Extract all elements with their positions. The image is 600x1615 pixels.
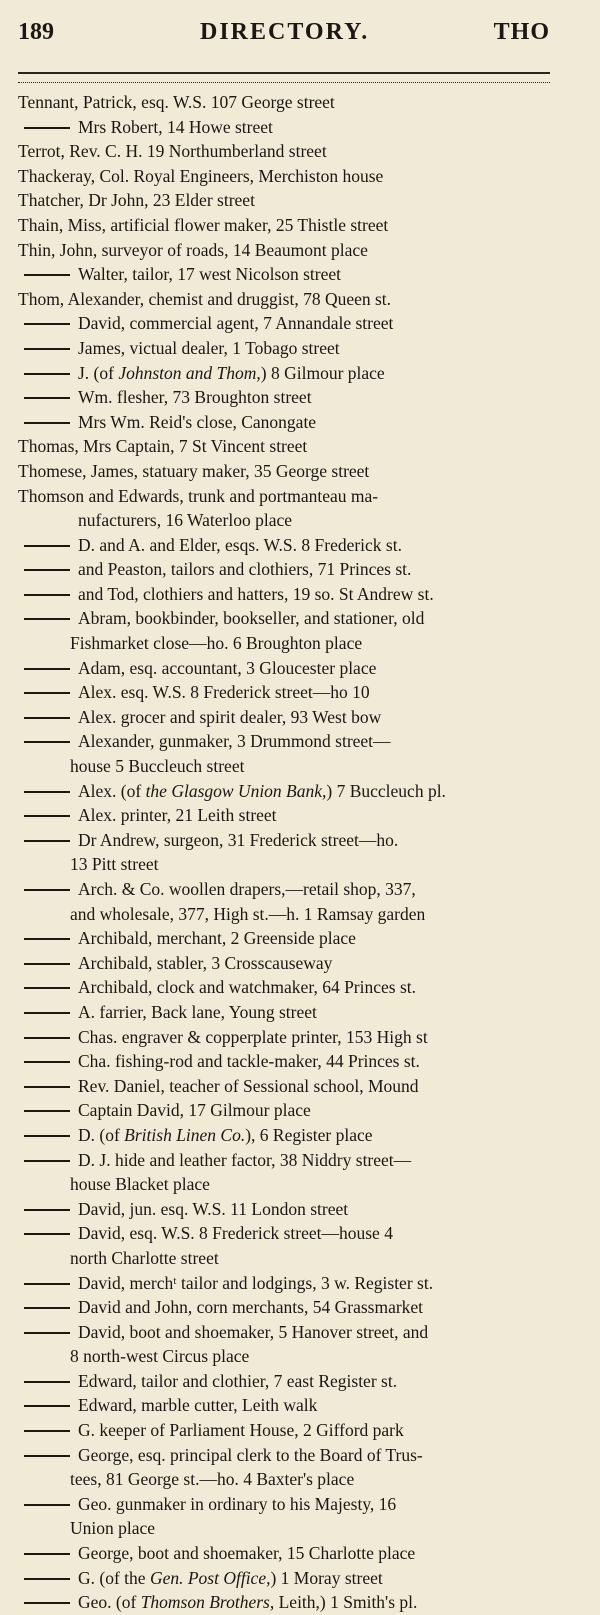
entry-text: George, boot and shoemaker, 15 Charlotte place (78, 1543, 416, 1564)
ditto-dash (24, 963, 70, 965)
entry-text: Thomas, Mrs Captain, 7 St Vincent street (18, 436, 308, 457)
guide-word: THO (493, 19, 550, 45)
entry-text: Thatcher, Dr John, 23 Elder street (18, 190, 255, 211)
ditto-dash (24, 1455, 70, 1457)
entry-text: A. farrier, Back lane, Young street (78, 1001, 317, 1022)
ditto-dash (24, 668, 70, 670)
ditto-dash (24, 1160, 70, 1162)
sub-entry (18, 729, 550, 778)
entry-text: Thain, Miss, artificial flower maker, 25 Thistle street (18, 214, 389, 235)
sub-entry (18, 1492, 550, 1541)
ditto-dash (24, 938, 70, 940)
entry-text: Alex. printer, 21 Leith street (78, 805, 277, 826)
ditto-dash (24, 1307, 70, 1309)
entry-text: Archibald, clock and watchmaker, 64 Princes st. (78, 977, 417, 998)
sub-entry (18, 311, 550, 336)
directory-entry (18, 164, 550, 189)
sub-entry (18, 951, 550, 976)
sub-entry (18, 1320, 550, 1369)
sub-entry (18, 1590, 550, 1615)
ditto-dash (24, 1061, 70, 1063)
entry-text: Cha. fishing-rod and tackle-maker, 44 Princes st. (78, 1051, 420, 1072)
entry-text: James, victual dealer, 1 Tobago street (78, 337, 340, 358)
sub-entry (18, 1049, 550, 1074)
entry-text: Mrs Wm. Reid's close, Canongate (78, 411, 317, 432)
ditto-dash (24, 1602, 70, 1604)
directory-entry (18, 213, 550, 238)
entry-text: Terrot, Rev. C. H. 19 Northumberland street (18, 141, 327, 162)
sub-entry (18, 1393, 550, 1418)
entry-continuation: Union place (70, 1518, 156, 1539)
entry-text: and Tod, clothiers and hatters, 19 so. St Andrew st. (78, 583, 434, 604)
entry-continuation: house 5 Buccleuch street (70, 756, 245, 777)
ditto-dash (24, 692, 70, 694)
ditto-dash (24, 840, 70, 842)
directory-entry (18, 139, 550, 164)
sub-entry (18, 1443, 550, 1492)
sub-entry (18, 926, 550, 951)
sub-entry (18, 1221, 550, 1270)
entry-text: Edward, tailor and clothier, 7 east Register st. (78, 1370, 398, 1391)
entry-text: ) 8 Gilmour place (260, 362, 385, 383)
entry-text: Edward, marble cutter, Leith walk (78, 1395, 318, 1416)
entry-text: D. (of (78, 1124, 125, 1145)
header-rule (18, 72, 550, 83)
entry-text: Walter, tailor, 17 west Nicolson street (78, 264, 342, 285)
ditto-dash (24, 1504, 70, 1506)
sub-entry (18, 656, 550, 681)
sub-entry (18, 410, 550, 435)
ditto-dash (24, 1012, 70, 1014)
entry-text: Alex. (of (78, 780, 146, 801)
sub-entry (18, 582, 550, 607)
sub-entry (18, 779, 550, 804)
directory-entry (18, 90, 550, 115)
ditto-dash (24, 1553, 70, 1555)
entry-text: ) 1 Moray street (270, 1567, 383, 1588)
entry-text: Tennant, Patrick, esq. W.S. 107 George street (18, 92, 335, 112)
ditto-dash (24, 987, 70, 989)
entry-text: Abram, bookbinder, bookseller, and stationer, old (78, 608, 425, 629)
ditto-dash (24, 1209, 70, 1211)
sub-entry (18, 1541, 550, 1566)
ditto-dash (24, 815, 70, 817)
entry-text: Adam, esq. accountant, 3 Gloucester place (78, 657, 377, 678)
ditto-dash (24, 889, 70, 891)
entry-text: Geo. (of (78, 1592, 141, 1613)
ditto-dash (24, 1283, 70, 1285)
ditto-dash (24, 569, 70, 571)
entry-text: G. keeper of Parliament House, 2 Gifford park (78, 1420, 404, 1441)
entry-text: Arch. & Co. woollen drapers,—retail shop, 337, (78, 879, 416, 899)
entry-text: George, esq. principal clerk to the Board of Trus- (78, 1444, 423, 1465)
sub-entry (18, 680, 550, 705)
entry-continuation: north Charlotte street (70, 1247, 219, 1268)
entry-continuation: house Blacket place (70, 1174, 210, 1195)
sub-entry (18, 1123, 550, 1148)
entry-italic-text: the Glasgow Union Bank, (145, 780, 327, 801)
page-header (18, 12, 550, 52)
entry-text: Dr Andrew, surgeon, 31 Frederick street—ho. (78, 829, 399, 850)
sub-entry (18, 1148, 550, 1197)
directory-entries (18, 90, 550, 1615)
ditto-dash (24, 397, 70, 399)
directory-entry (18, 188, 550, 213)
sub-entry (18, 1074, 550, 1099)
ditto-dash (24, 1233, 70, 1235)
entry-continuation: nufacturers, 16 Waterloo place (78, 510, 293, 531)
directory-entry (18, 459, 550, 484)
entry-text: Chas. engraver & copperplate printer, 153 High st (78, 1026, 428, 1047)
sub-entry (18, 975, 550, 1000)
entry-continuation: 8 north-west Circus place (70, 1346, 250, 1367)
sub-entry (18, 705, 550, 730)
entry-text: Archibald, merchant, 2 Greenside place (78, 928, 356, 949)
ditto-dash (24, 348, 70, 350)
entry-text: Wm. flesher, 73 Broughton street (78, 387, 312, 408)
ditto-dash (24, 127, 70, 129)
entry-text: Thom, Alexander, chemist and druggist, 78 Queen st. (18, 288, 392, 309)
sub-entry (18, 606, 550, 655)
entry-text: Thomese, James, statuary maker, 35 George street (18, 460, 370, 481)
directory-entry (18, 287, 550, 312)
sub-entry (18, 115, 550, 140)
sub-entry (18, 1197, 550, 1222)
sub-entry (18, 557, 550, 582)
sub-entry (18, 803, 550, 828)
sub-entry (18, 877, 550, 926)
sub-entry (18, 262, 550, 287)
ditto-dash (24, 1110, 70, 1112)
directory-entry (18, 484, 550, 533)
entry-text: Geo. gunmaker in ordinary to his Majesty, 16 (78, 1493, 397, 1514)
entry-text: Thomson and Edwards, trunk and portmanteau ma- (18, 485, 379, 506)
ditto-dash (24, 1086, 70, 1088)
entry-text: Rev. Daniel, teacher of Sessional school, Mound (78, 1075, 419, 1096)
entry-text: and Peaston, tailors and clothiers, 71 Princes st. (78, 559, 412, 580)
entry-text: D. and A. and Elder, esqs. W.S. 8 Frederick st. (78, 534, 402, 555)
entry-text: David, boot and shoemaker, 5 Hanover street, and (78, 1321, 429, 1342)
sub-entry (18, 336, 550, 361)
entry-italic-text: British Linen Co. (124, 1124, 246, 1145)
entry-text: D. J. hide and leather factor, 38 Niddry street— (78, 1149, 412, 1170)
ditto-dash (24, 1135, 70, 1137)
entry-text: Archibald, stabler, 3 Crosscauseway (78, 952, 333, 973)
sub-entry (18, 361, 550, 386)
sub-entry (18, 1418, 550, 1443)
entry-text: David, commercial agent, 7 Annandale street (78, 313, 394, 334)
ditto-dash (24, 791, 70, 793)
ditto-dash (24, 323, 70, 325)
entry-continuation: 13 Pitt street (70, 854, 159, 875)
page-title: DIRECTORY. (200, 19, 370, 45)
sub-entry (18, 1369, 550, 1394)
ditto-dash (24, 1405, 70, 1407)
entry-continuation: tees, 81 George st.—ho. 4 Baxter's place (70, 1469, 355, 1490)
page-number: 189 (18, 19, 54, 45)
ditto-dash (24, 422, 70, 424)
ditto-dash (24, 274, 70, 276)
ditto-dash (24, 373, 70, 375)
ditto-dash (24, 1578, 70, 1580)
ditto-dash (24, 741, 70, 743)
entry-text: , Leith,) 1 Smith's pl. (269, 1592, 418, 1613)
entry-text: David and John, corn merchants, 54 Grassmarket (78, 1297, 424, 1318)
sub-entry (18, 385, 550, 410)
entry-text: J. (of (78, 362, 119, 383)
entry-italic-text: Thomson Brothers (140, 1592, 270, 1613)
entry-text: Mrs Robert, 14 Howe street (78, 116, 273, 137)
sub-entry (18, 1000, 550, 1025)
entry-text: G. (of the (78, 1567, 150, 1588)
entry-text: Alexander, gunmaker, 3 Drummond street— (78, 731, 391, 752)
ditto-dash (24, 1381, 70, 1383)
directory-entry (18, 238, 550, 263)
ditto-dash (24, 1332, 70, 1334)
entry-italic-text: Johnston and Thom, (118, 362, 261, 383)
entry-italic-text: Gen. Post Office, (149, 1567, 271, 1588)
entry-text: David, esq. W.S. 8 Frederick street—house 4 (78, 1223, 393, 1244)
sub-entry (18, 1295, 550, 1320)
sub-entry (18, 1566, 550, 1591)
ditto-dash (24, 1037, 70, 1039)
ditto-dash (24, 717, 70, 719)
entry-text: David, jun. esq. W.S. 11 London street (78, 1198, 349, 1219)
ditto-dash (24, 618, 70, 620)
ditto-dash (24, 545, 70, 547)
entry-text: Thin, John, surveyor of roads, 14 Beaumont place (18, 239, 368, 260)
entry-text: ), 6 Register place (245, 1124, 373, 1145)
entry-text: Captain David, 17 Gilmour place (78, 1100, 311, 1121)
sub-entry (18, 828, 550, 877)
ditto-dash (24, 1430, 70, 1432)
entry-text: Alex. grocer and spirit dealer, 93 West bow (78, 706, 382, 727)
directory-entry (18, 434, 550, 459)
entry-continuation: and wholesale, 377, High st.—h. 1 Ramsay garden (70, 903, 426, 924)
ditto-dash (24, 594, 70, 596)
sub-entry (18, 1025, 550, 1050)
entry-continuation: Fishmarket close—ho. 6 Broughton place (70, 633, 363, 654)
entry-text: David, merchᵗ tailor and lodgings, 3 w. Register st. (78, 1272, 434, 1293)
entry-text: ) 7 Buccleuch pl. (326, 780, 446, 801)
sub-entry (18, 1271, 550, 1296)
entry-text: Thackeray, Col. Royal Engineers, Merchiston house (18, 165, 384, 186)
entry-text: Alex. esq. W.S. 8 Frederick street—ho 10 (78, 682, 370, 703)
sub-entry (18, 533, 550, 558)
sub-entry (18, 1098, 550, 1123)
